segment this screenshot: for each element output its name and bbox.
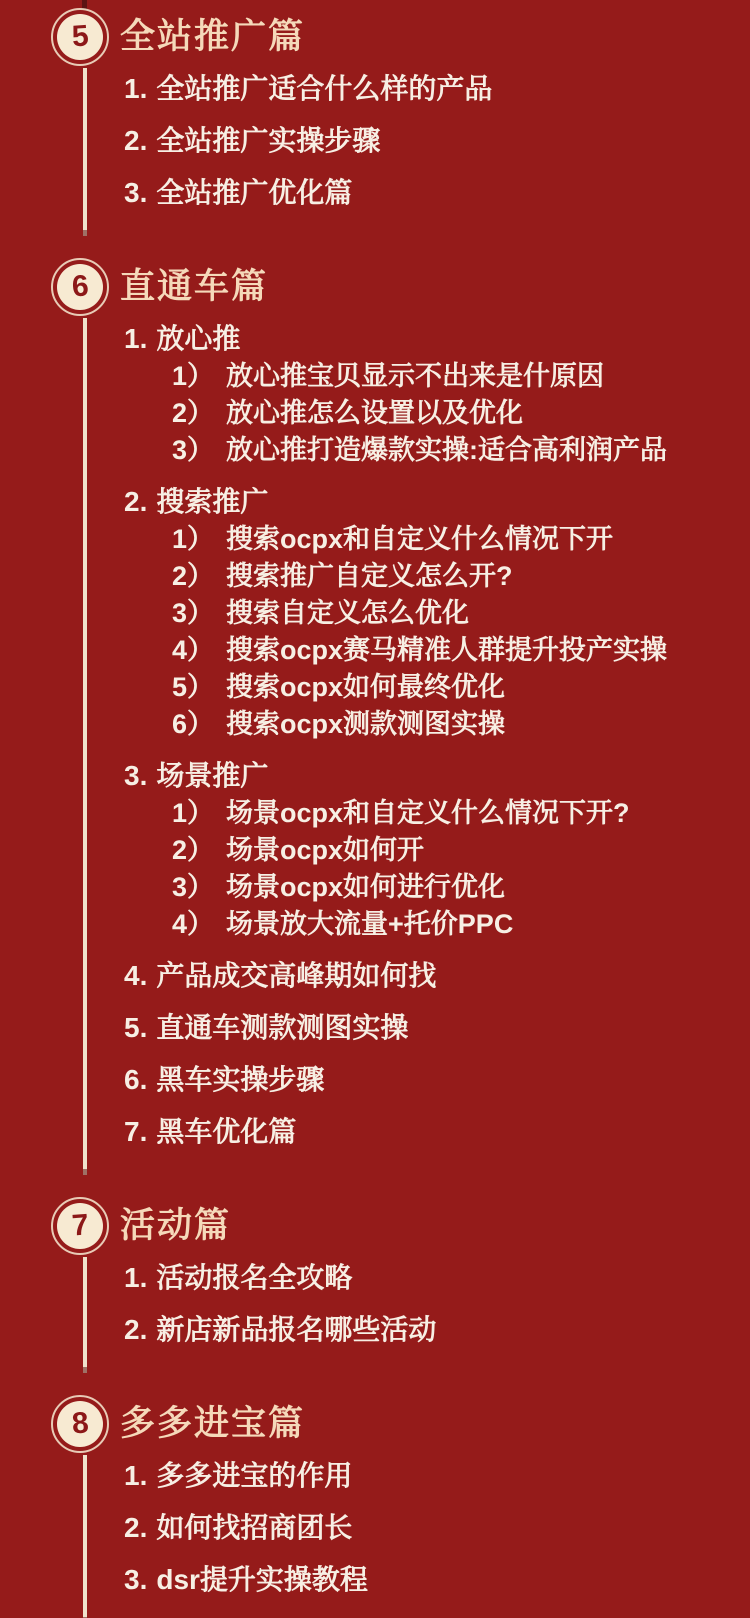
item-text: 活动报名全攻略 (156, 1262, 353, 1293)
outline-item (124, 1565, 730, 1595)
item-number: 2） (172, 561, 215, 591)
section-title: 活动篇 (120, 1206, 232, 1245)
item-number: 1） (172, 524, 215, 554)
item-text: 放心推打造爆款实操:适合高利润产品 (226, 435, 668, 465)
item-text: 场景ocpx如何进行优化 (226, 872, 506, 902)
item-text: 黑车优化篇 (156, 1116, 297, 1147)
outline-item (124, 598, 730, 628)
section-number-badge (57, 1401, 103, 1447)
section-number: 7 (70, 1208, 90, 1243)
outline-item (124, 561, 730, 591)
item-number: 3） (172, 872, 215, 902)
item-text: 放心推 (156, 323, 241, 354)
item-number: 5. (124, 1012, 148, 1043)
outline-section (0, 264, 750, 1147)
section-header (0, 264, 750, 310)
timeline-line (83, 318, 87, 1175)
item-text: 放心推怎么设置以及优化 (226, 398, 524, 428)
item-number: 6） (172, 709, 215, 739)
outline-item (124, 835, 730, 865)
item-text: 黑车实操步骤 (156, 1064, 325, 1095)
outline-item (124, 961, 730, 991)
outline-item (124, 487, 730, 517)
item-text: 新店新品报名哪些活动 (156, 1314, 437, 1345)
section-number-badge (57, 1203, 103, 1249)
outline-item (124, 361, 730, 391)
section-header (0, 1203, 750, 1249)
item-text: 场景推广 (156, 760, 269, 791)
outline-item (124, 1065, 730, 1095)
outline-item (124, 672, 730, 702)
item-number: 3. (124, 760, 148, 791)
outline-item (124, 178, 730, 208)
outline-item (124, 398, 730, 428)
item-text: 搜索推广 (156, 486, 269, 517)
item-text: 全站推广适合什么样的产品 (156, 73, 493, 104)
item-number: 4） (172, 635, 215, 665)
item-text: 全站推广实操步骤 (156, 125, 381, 156)
item-number: 6. (124, 1064, 148, 1095)
item-text: 如何找招商团长 (156, 1512, 353, 1543)
outline-item (124, 635, 730, 665)
item-text: 放心推宝贝显示不出来是什原因 (226, 361, 605, 391)
item-number: 2） (172, 835, 215, 865)
outline-item (124, 872, 730, 902)
outline-item (124, 1315, 730, 1345)
section-number-badge (57, 14, 103, 60)
timeline-line (83, 68, 87, 236)
item-text: 直通车测款测图实操 (156, 1012, 409, 1043)
outline-item (124, 1461, 730, 1491)
item-number: 2. (124, 125, 148, 156)
sections-container (0, 14, 750, 1595)
outline-section (0, 14, 750, 208)
section-number: 6 (70, 269, 90, 304)
outline-item (124, 126, 730, 156)
item-text: dsr提升实操教程 (156, 1564, 368, 1595)
outline-item (124, 798, 730, 828)
item-number: 1. (124, 73, 148, 104)
item-number: 4. (124, 960, 148, 991)
item-number: 2. (124, 1314, 148, 1345)
item-text: 产品成交高峰期如何找 (156, 960, 437, 991)
item-number: 3） (172, 435, 215, 465)
item-text: 搜索ocpx如何最终优化 (226, 672, 506, 702)
item-text: 搜索自定义怎么优化 (226, 598, 470, 628)
section-title: 多多进宝篇 (120, 1404, 306, 1443)
outline-item (124, 1263, 730, 1293)
outline-item (124, 761, 730, 791)
section-item-list (0, 1461, 750, 1595)
section-item-list (0, 74, 750, 208)
item-number: 2. (124, 486, 148, 517)
item-text: 搜索ocpx测款测图实操 (226, 709, 506, 739)
item-number: 5） (172, 672, 215, 702)
outline-item (124, 909, 730, 939)
item-number: 3. (124, 177, 148, 208)
item-number: 1. (124, 323, 148, 354)
item-number: 2） (172, 398, 215, 428)
item-number: 1） (172, 798, 215, 828)
section-number-badge (57, 264, 103, 310)
outline-item (124, 74, 730, 104)
section-header (0, 14, 750, 60)
item-number: 2. (124, 1512, 148, 1543)
timeline-line (83, 1455, 87, 1618)
section-item-list (0, 1263, 750, 1345)
item-text: 全站推广优化篇 (156, 177, 353, 208)
item-text: 场景ocpx和自定义什么情况下开? (226, 798, 630, 828)
section-number: 8 (70, 1406, 90, 1441)
item-text: 多多进宝的作用 (156, 1460, 353, 1491)
section-header (0, 1401, 750, 1447)
outline-item (124, 1513, 730, 1543)
outline-item (124, 709, 730, 739)
item-number: 3. (124, 1564, 148, 1595)
item-text: 搜索推广自定义怎么开? (226, 561, 513, 591)
outline-section (0, 1203, 750, 1345)
outline-item (124, 324, 730, 354)
item-number: 7. (124, 1116, 148, 1147)
outline-item (124, 435, 730, 465)
item-number: 3） (172, 598, 215, 628)
outline-item (124, 524, 730, 554)
section-number: 5 (70, 19, 90, 54)
item-text: 场景放大流量+托价PPC (226, 909, 514, 939)
item-number: 1. (124, 1460, 148, 1491)
section-title: 直通车篇 (120, 267, 269, 306)
timeline-line (83, 1257, 87, 1373)
item-number: 1. (124, 1262, 148, 1293)
outline-item (124, 1117, 730, 1147)
section-title: 全站推广篇 (120, 17, 306, 56)
item-text: 场景ocpx如何开 (226, 835, 425, 865)
outline-item (124, 1013, 730, 1043)
outline-section (0, 1401, 750, 1595)
item-number: 1） (172, 361, 215, 391)
item-text: 搜索ocpx赛马精准人群提升投产实操 (226, 635, 668, 665)
item-number: 4） (172, 909, 215, 939)
section-item-list (0, 324, 750, 1147)
item-text: 搜索ocpx和自定义什么情况下开 (226, 524, 614, 554)
